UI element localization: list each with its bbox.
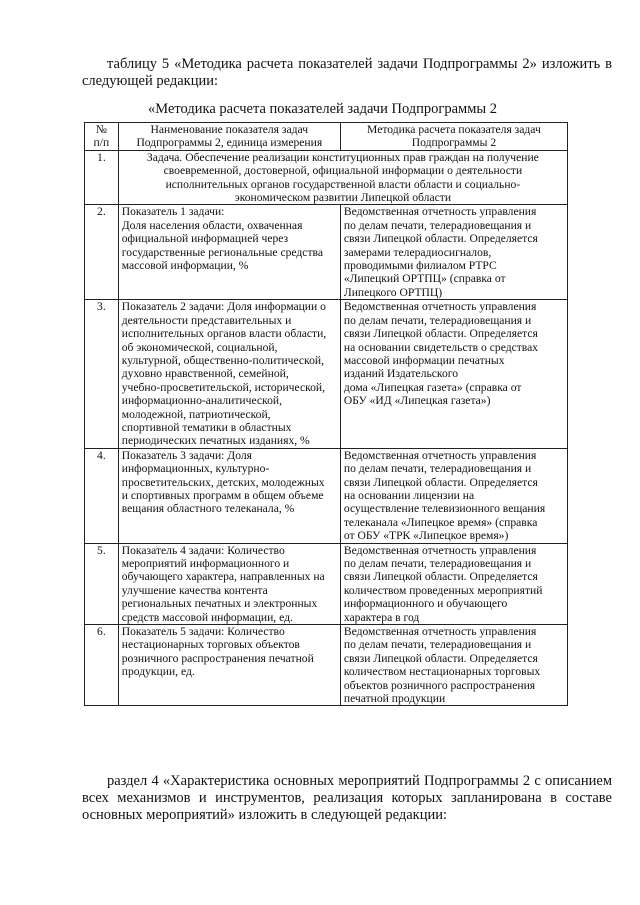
table-row <box>85 448 568 543</box>
indicator-name-line: молодежной, патриотической, <box>121 407 271 421</box>
row-number: 3. <box>85 300 119 448</box>
method-line: замерами телерадиосигналов, <box>343 245 492 259</box>
method-line: ОБУ «ИД «Липецкая газета») <box>343 394 491 408</box>
method-cell <box>340 543 567 624</box>
indicator-name-line: и спортивных программ в общем объеме <box>121 488 324 502</box>
table-body <box>85 150 568 706</box>
row-number: 6. <box>85 625 119 706</box>
indicator-name-cell <box>118 448 340 543</box>
outro-paragraph: раздел 4 «Характеристика основных мероприятий Подпрограммы 2 с описанием всех механизмов и инструментов, реализация которых запланирована в составе основных мероприятий» изложить в следующей редакции: <box>82 773 612 823</box>
indicator-name-line: информационно-аналитической, <box>121 394 282 408</box>
indicator-name-line: Показатель 1 задачи: <box>121 205 225 219</box>
method-line: массовой информации печатных <box>343 353 505 367</box>
indicator-name-line: деятельности представительных и <box>121 313 292 327</box>
indicator-name-line: Показатель 5 задачи: Количество <box>121 625 285 639</box>
method-line: характера в год <box>343 610 420 624</box>
indicator-name-cell <box>118 543 340 624</box>
method-line: Ведомственная отчетность управления <box>343 625 537 639</box>
method-line: связи Липецкой области. Определяется <box>343 232 538 246</box>
task-row <box>85 150 568 205</box>
row-number: 5. <box>85 543 119 624</box>
indicator-name-line: государственные региональные средства <box>121 245 323 259</box>
method-line: связи Липецкой области. Определяется <box>343 651 538 665</box>
method-line: связи Липецкой области. Определяется <box>343 475 538 489</box>
method-line: изданий Издательского <box>343 367 459 381</box>
indicator-name-line: Доля населения области, охваченная <box>121 218 303 232</box>
table-row <box>85 543 568 624</box>
method-cell <box>340 205 567 300</box>
indicator-name-line: обучающего характера, направленных на <box>121 570 325 584</box>
indicator-name-line: об экономической, социальной, <box>121 340 278 354</box>
row-number: 4. <box>85 448 119 543</box>
indicator-name-line: периодических печатных изданиях, % <box>121 434 310 448</box>
method-line: осуществление телевизионного вещания <box>343 502 546 516</box>
table-row <box>85 300 568 448</box>
indicator-name-line: средств массовой информации, ед. <box>121 610 293 624</box>
indicator-name-cell <box>118 205 340 300</box>
header-method: Методика расчета показателя задач Подпрограммы 2 <box>340 123 567 151</box>
indicator-name-line: исполнительных органов власти области, <box>121 327 327 341</box>
intro-paragraph: таблицу 5 «Методика расчета показателей задачи Подпрограммы 2» изложить в следующей редакции: <box>82 56 612 89</box>
methodology-table <box>84 122 568 706</box>
table-header-row <box>85 123 568 151</box>
method-line: по делам печати, телерадиовещания и <box>343 638 532 652</box>
method-line: по делам печати, телерадиовещания и <box>343 462 532 476</box>
method-line: Ведомственная отчетность управления <box>343 205 537 219</box>
indicator-name-line: учебно-просветительской, исторической, <box>121 380 326 394</box>
method-cell <box>340 300 567 448</box>
indicator-name-line: массовой информации, % <box>121 259 249 273</box>
indicator-name-line: культурной, общественно-политической, <box>121 353 325 367</box>
table-row <box>85 205 568 300</box>
method-line: Ведомственная отчетность управления <box>343 448 537 462</box>
method-line: на основании свидетельств о средствах <box>343 340 539 354</box>
method-line: количеством проведенных мероприятий <box>343 583 543 597</box>
method-line: Ведомственная отчетность управления <box>343 300 537 314</box>
indicator-name-line: Показатель 2 задачи: Доля информации о <box>121 300 326 314</box>
method-line: на основании лицензии на <box>343 488 475 502</box>
indicator-name-line: Показатель 4 задачи: Количество <box>121 543 285 557</box>
indicator-name-cell <box>118 300 340 448</box>
indicator-name-line: нестационарных торговых объектов <box>121 638 300 652</box>
method-line: информационного и обучающего <box>343 597 508 611</box>
method-line: Ведомственная отчетность управления <box>343 543 537 557</box>
method-line: связи Липецкой области. Определяется <box>343 327 538 341</box>
indicator-name-line: мероприятий информационного и <box>121 557 290 570</box>
method-line: телеканала «Липецкое время» (справка <box>343 515 538 529</box>
method-line: объектов розничного распространения <box>343 678 536 692</box>
indicator-name-cell <box>118 625 340 706</box>
table-caption: «Методика расчета показателей задачи Подпрограммы 2 <box>148 101 498 117</box>
indicator-name-line: официальной информацией через <box>121 232 289 246</box>
method-line: печатной продукции <box>343 692 446 706</box>
indicator-name-line: региональных печатных и электронных <box>121 597 318 611</box>
indicator-name-line: Показатель 3 задачи: Доля <box>121 448 252 462</box>
indicator-name-line: духовно нравственной, семейной, <box>121 367 289 381</box>
method-line: Липецкого ОРТПЦ) <box>343 285 443 299</box>
method-cell <box>340 448 567 543</box>
method-line: количеством нестационарных торговых <box>343 665 541 679</box>
table-row <box>85 625 568 706</box>
row-number: 1. <box>85 150 119 205</box>
indicator-name-line: розничного распространения печатной <box>121 651 314 665</box>
method-cell <box>340 625 567 706</box>
method-line: связи Липецкой области. Определяется <box>343 570 538 584</box>
indicator-name-line: спортивной тематики в областных <box>121 420 292 434</box>
header-number: № п/п <box>85 123 119 151</box>
method-line: по делам печати, телерадиовещания и <box>343 218 532 232</box>
method-line: от ОБУ «ТРК «Липецкое время») <box>343 529 509 543</box>
method-line: дома «Липецкая газета» (справка от <box>343 380 522 394</box>
indicator-name-line: вещания областного телеканала, % <box>121 502 295 516</box>
task-description: Задача. Обеспечение реализации конституционных прав граждан на получение своевременной, достоверной, официальной информации о деятельности исполнительных органов государственной власти области и социально- экономическом развитии Липецкой области <box>118 150 567 205</box>
header-indicator-name: Нанменование показателя задач Подпрограммы 2, единица измерения <box>118 123 340 151</box>
indicator-name-line: продукции, ед. <box>121 665 195 679</box>
method-line: «Липецкий ОРТПЦ» (справка от <box>343 272 506 286</box>
method-line: проводимыми филиалом РТРС <box>343 259 497 273</box>
indicator-name-line: просветительских, детских, молодежных <box>121 475 325 489</box>
indicator-name-line: улучшение качества контента <box>121 583 268 597</box>
indicator-name-line: информационных, культурно- <box>121 462 270 476</box>
method-line: по делам печати, телерадиовещания и <box>343 313 532 327</box>
method-line: по делам печати, телерадиовещания и <box>343 557 532 570</box>
row-number: 2. <box>85 205 119 300</box>
